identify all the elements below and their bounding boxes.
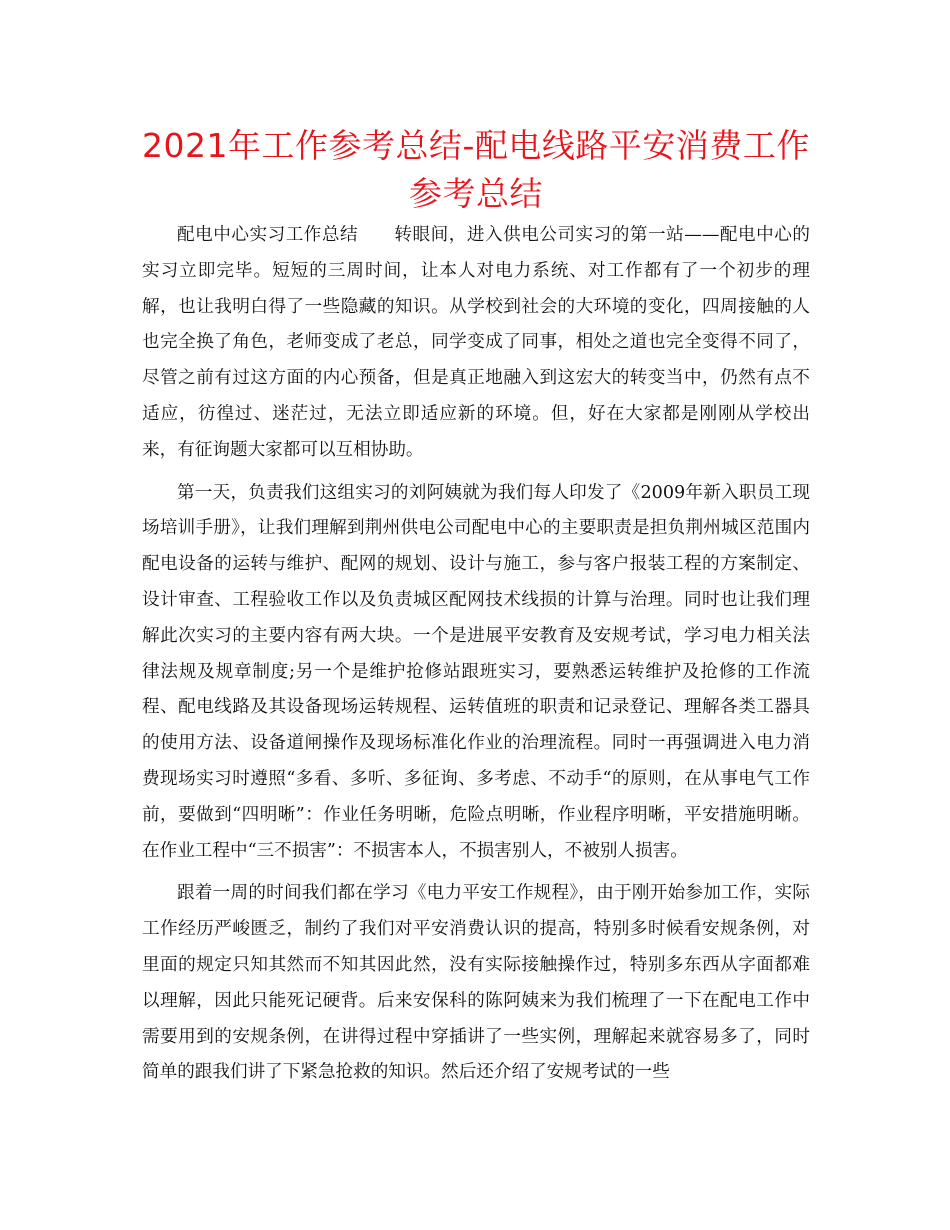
document-title: 2021年工作参考总结-配电线路平安消费工作参考总结 xyxy=(142,126,810,213)
paragraph-1: 配电中心实习工作总结 转眼间，进入供电公司实习的第一站——配电中心的实习立即完毕。短短的三周时间，让本人对电力系统、对工作都有了一个初步的理解，也让我明白得了一些隐藏的知识。从学校到社会的大环境的变化，四周接触的人也完全换了角色，老师变成了老总，同学变成了同事，相处之道也完全变得不同了，尽管之前有过这方面的内心预备，但是真正地融入到这宏大的转变当中，仍然有点不适应，彷徨过、迷茫过，无法立即适应新的环境。但，好在大家都是刚刚从学校出来，有征询题大家都可以互相协助。 xyxy=(142,225,810,460)
paragraph-2: 第一天，负责我们这组实习的刘阿姨就为我们每人印发了《2009年新入职员工现场培训手册》，让我们理解到荆州供电公司配电中心的主要职责是担负荆州城区范围内配电设备的运转与维护、配网的规划、设计与施工，参与客户报装工程的方案制定、设计审查、工程验收工作以及负责城区配网技术线损的计算与治理。同时也让我们理解此次实习的主要内容有两大块。一个是进展平安教育及安规考试，学习电力相关法律法规及规章制度;另一个是维护抢修站跟班实习，要熟悉运转维护及抢修的工作流程、配电线路及其设备现场运转规程、运转值班的职责和记录登记、理解各类工器具的使用方法、设备道闸操作及现场标准化作业的治理流程。同时一再强调进入电力消费现场实习时遵照“多看、多听、多征询、多考虑、不动手“的原则，在从事电气工作前，要做到“四明晰”：作业任务明晰，危险点明晰，作业程序明晰，平安措施明晰。在作业工程中“三不损害”：不损害本人，不损害别人，不被别人损害。 xyxy=(142,482,810,861)
document-page xyxy=(142,122,810,1091)
paragraph-3: 跟着一周的时间我们都在学习《电力平安工作规程》，由于刚开始参加工作，实际工作经历严峻匮乏，制约了我们对平安消费认识的提高，特别多时候看安规条例，对里面的规定只知其然而不知其因此然，没有实际接触操作过，特别多东西从字面都难以理解，因此只能死记硬背。后来安保科的陈阿姨来为我们梳理了一下在配电工作中需要用到的安规条例，在讲得过程中穿插讲了一些实例，理解起来就容易多了，同时简单的跟我们讲了下紧急抢救的知识。然后还介绍了安规考试的一些 xyxy=(142,883,810,1083)
